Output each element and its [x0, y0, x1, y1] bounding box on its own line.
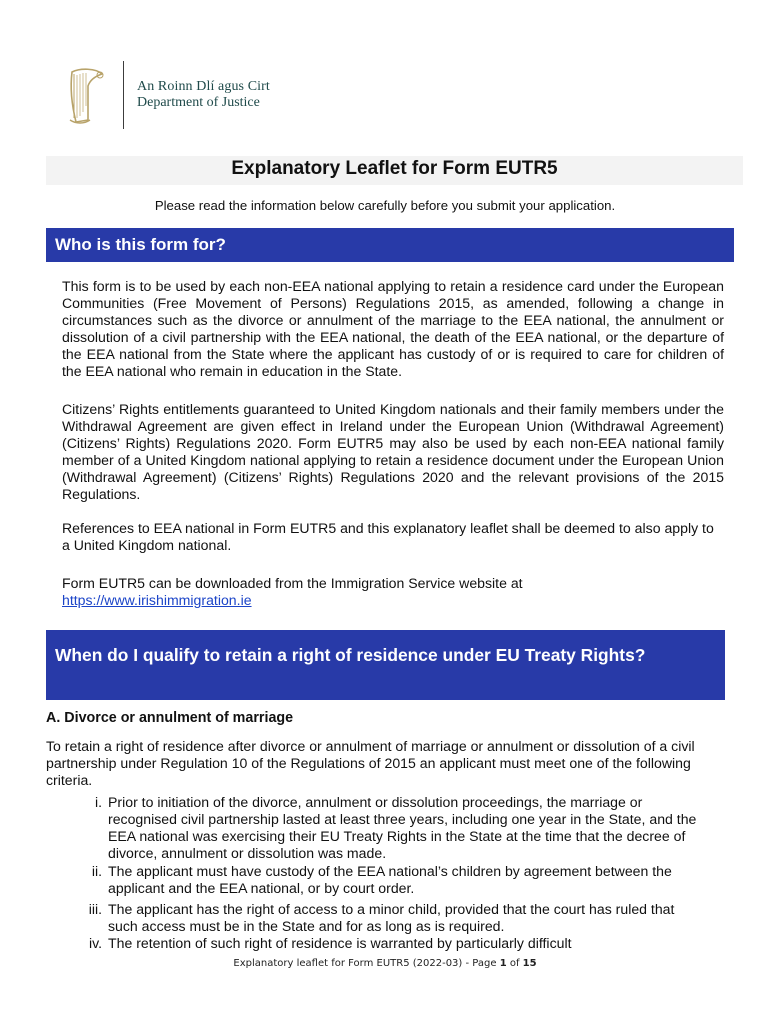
paragraph-download-info [62, 575, 724, 609]
paragraph: Citizens’ Rights entitlements guaranteed to United Kingdom nationals and their family members under the Withdrawal Agreement are given effect in Ireland under the European Union (Withdrawal Agreement) (Citizens’ Rights) Regulations 2020. Form EUTR5 may also be used by each non-EEA national family member of a United Kingdom national applying to retain a residence document under the European Union (Withdrawal Agreement) (Citizens’ Rights) Regulations 2020 and the relevant provisions of the 2015 Regulations. [62, 401, 724, 503]
section-heading-qualify: When do I qualify to retain a right of residence under EU Treaty Rights? [46, 630, 725, 700]
document-subtitle: Please read the information below carefully before you submit your application. [154, 198, 616, 213]
paragraph: References to EEA national in Form EUTR5 and this explanatory leaflet shall be deemed to also apply to a United Kingdom national. [62, 520, 714, 554]
list-item-number: iii. [88, 901, 102, 917]
list-item-number: i. [94, 794, 102, 810]
list-item-text: The applicant must have custody of the EEA national’s children by agreement between the applicant and the EEA national, or by court order. [108, 863, 672, 897]
footer-of: of [509, 958, 520, 969]
list-item [80, 794, 710, 862]
paragraph: This form is to be used by each non-EEA national applying to retain a residence card under the European Communities (Free Movement of Persons) Regulations 2015, as amended, following a change in circumstances such as the divorce or annulment of the marriage to the EEA national, the annulment or dissolution of a civil partnership with the EEA national, the death of the EEA national, or the departure of the EEA national from the State where the applicant has custody of or is required to care for children of the EEA national who remain in education in the State. [62, 278, 724, 380]
download-text: Form EUTR5 can be downloaded from the Immigration Service website at [62, 575, 523, 591]
irish-immigration-link[interactable]: https://www.irishimmigration.ie [62, 592, 252, 609]
section-heading-who-is-this-form-for: Who is this form for? [46, 228, 734, 262]
document-title: Explanatory Leaflet for Form EUTR5 [231, 158, 558, 179]
list-item-text: The retention of such right of residence is warranted by particularly difficult [108, 935, 572, 951]
list-item [80, 901, 710, 936]
department-name-english: Department of Justice [137, 95, 260, 110]
subheading-divorce: A. Divorce or annulment of marriage [46, 710, 294, 726]
list-item-number: ii. [91, 863, 102, 879]
footer-text: Explanatory leaflet for Form EUTR5 (2022-03) - Page [233, 958, 497, 969]
logo-divider [123, 61, 124, 129]
list-item [80, 863, 710, 898]
footer-page-number: 1 [499, 958, 507, 969]
department-name-irish: An Roinn Dlí agus Cirt [137, 79, 270, 94]
list-item-text: The applicant has the right of access to a minor child, provided that the court has ruled that such access must be in the State and for as long as is required. [108, 901, 675, 935]
harp-logo-icon [66, 66, 108, 126]
footer-page-total: 15 [522, 958, 537, 969]
list-item-number: iv. [88, 935, 102, 951]
paragraph: To retain a right of residence after divorce or annulment of marriage or annulment or dissolution of a civil partnership under Regulation 10 of the Regulations of 2015 an applicant must meet one of the following criteria. [46, 738, 695, 789]
criteria-list [80, 794, 710, 954]
list-item [80, 935, 710, 953]
page-footer [0, 958, 770, 969]
list-item-text: Prior to initiation of the divorce, annulment or dissolution proceedings, the marriage or recognised civil partnership lasted at least three years, including one year in the State, and the EEA national was exercising their EU Treaty Rights in the State at the time that the decree of divorce, annulment or dissolution was made. [108, 794, 697, 862]
